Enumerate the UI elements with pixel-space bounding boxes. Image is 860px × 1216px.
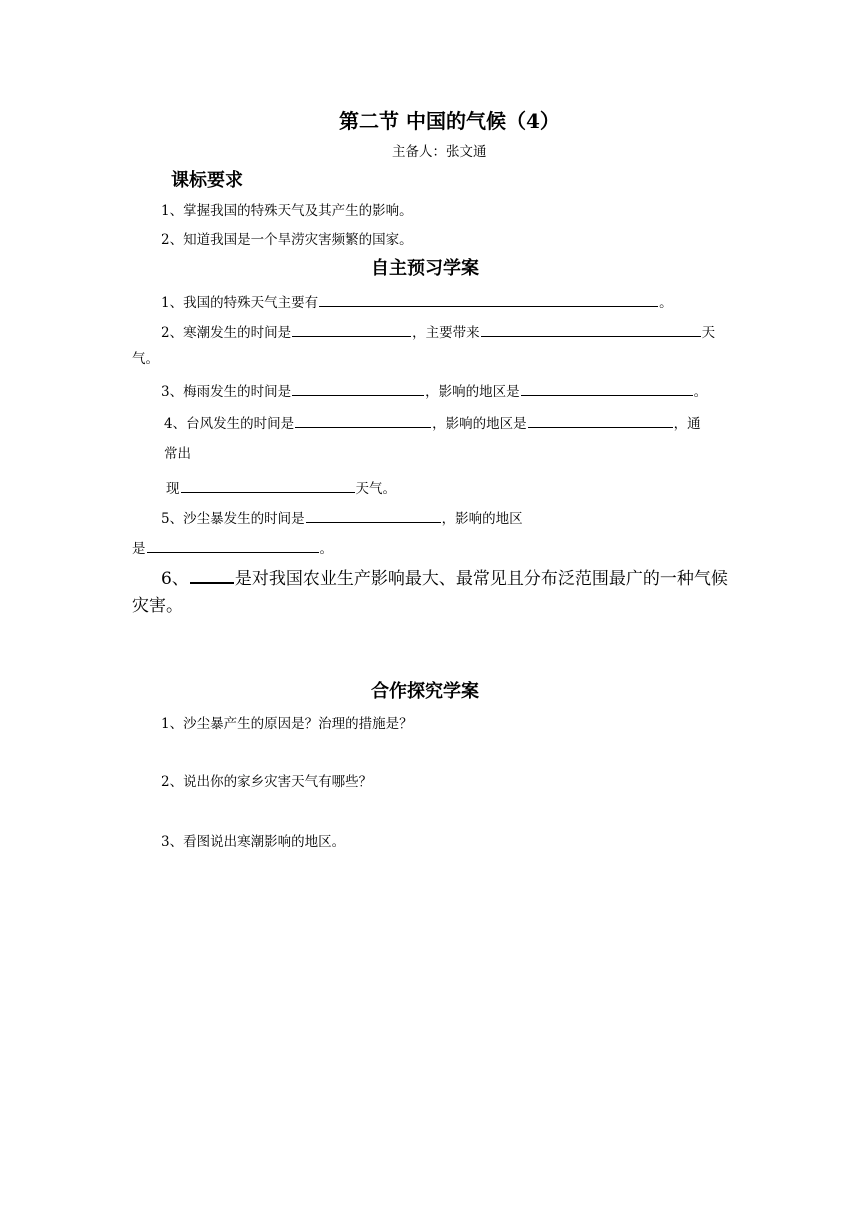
- question-text: ，影响的地区是: [432, 416, 527, 432]
- question-text: 天: [701, 325, 716, 341]
- preview-question-4-continued: [166, 480, 396, 497]
- answer-blank[interactable]: [147, 540, 319, 553]
- section-heading-cooperative: 合作探究学案: [371, 681, 479, 702]
- question-text: 。: [319, 541, 333, 557]
- question-text: 。: [659, 295, 673, 311]
- answer-blank[interactable]: [292, 383, 424, 396]
- inquiry-item: 1、沙尘暴产生的原因是？治理的措施是？: [161, 716, 413, 732]
- question-text: 6、: [161, 569, 189, 589]
- answer-blank[interactable]: [181, 480, 355, 493]
- preview-question-6-continued: 灾害。: [132, 596, 183, 616]
- inquiry-item: 2、说出你的家乡灾害天气有哪些？: [161, 774, 373, 790]
- question-text: 天气。: [355, 481, 396, 497]
- question-text: 。: [693, 384, 708, 400]
- preview-question-2: [161, 324, 715, 341]
- section-heading-standards: 课标要求: [171, 170, 243, 191]
- question-text: 是: [132, 541, 146, 557]
- question-text: 2、寒潮发生的时间是: [161, 325, 292, 341]
- preview-question-5-continued: [132, 540, 333, 557]
- preview-question-6: [161, 568, 728, 588]
- preview-question-4: [164, 415, 701, 432]
- answer-blank[interactable]: [521, 383, 693, 396]
- preview-question-2-continued: 气。: [132, 351, 159, 367]
- page-title: 第二节 中国的气候（4）: [339, 109, 560, 133]
- answer-blank[interactable]: [190, 568, 234, 584]
- question-text: ，影响的地区: [441, 511, 523, 527]
- answer-blank[interactable]: [292, 324, 411, 337]
- standard-item: 2、知道我国是一个旱涝灾害频繁的国家。: [161, 232, 413, 248]
- answer-blank[interactable]: [306, 510, 441, 523]
- preview-question-4-continued: 常出: [164, 446, 191, 462]
- preview-question-1: [161, 294, 673, 311]
- question-text: 5、沙尘暴发生的时间是: [161, 511, 305, 527]
- answer-blank[interactable]: [528, 415, 673, 428]
- question-text: 是对我国农业生产影响最大、最常见且分布泛范围最广的一种气候: [234, 569, 728, 589]
- question-text: ，影响的地区是: [425, 384, 520, 400]
- preview-question-5: [161, 510, 523, 527]
- inquiry-item: 3、看图说出寒潮影响的地区。: [161, 834, 346, 850]
- section-heading-preview: 自主预习学案: [371, 258, 479, 279]
- question-text: 4、台风发生的时间是: [164, 416, 295, 432]
- question-text: ，主要带来: [412, 325, 480, 341]
- answer-blank[interactable]: [295, 415, 431, 428]
- question-text: 3、梅雨发生的时间是: [161, 384, 292, 400]
- question-text: ，通: [673, 416, 701, 432]
- preview-question-3: [161, 383, 707, 400]
- answer-blank[interactable]: [319, 294, 658, 307]
- question-text: 现: [166, 481, 180, 497]
- answer-blank[interactable]: [481, 324, 701, 337]
- standard-item: 1、掌握我国的特殊天气及其产生的影响。: [161, 203, 413, 219]
- author-line: 主备人：张文通: [392, 144, 487, 160]
- question-text: 1、我国的特殊天气主要有: [161, 295, 319, 311]
